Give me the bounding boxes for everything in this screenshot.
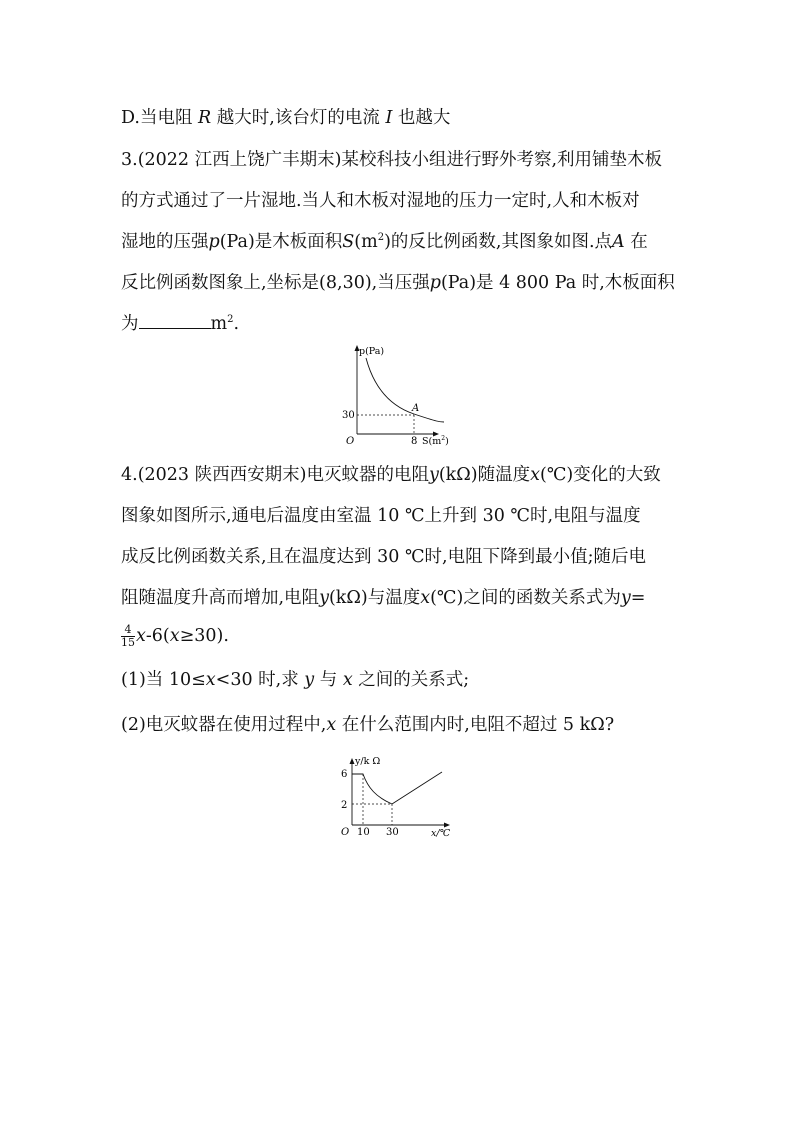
x-tick-30: 30 (386, 827, 399, 838)
x-tick-10: 10 (357, 827, 370, 838)
q4-sub-1: (1)当 10≤x<30 时,求 y 与 x 之间的关系式; (121, 670, 470, 690)
fraction-4-15: $\frac{4}{15}$ (121, 623, 135, 649)
q3-line-2: 的方式通过了一片湿地.当人和木板对湿地的压力一定时,人和木板对 (121, 191, 640, 211)
x-tick-8: 8 (411, 436, 418, 447)
option-d: D.当电阻 R 越大时,该台灯的电流 I 也越大 (121, 108, 451, 128)
y-axis-label: y/k Ω (355, 756, 381, 767)
figure-resistance-temperature (334, 752, 464, 840)
q4-sub-2: (2)电灭蚊器在使用过程中,x 在什么范围内时,电阻不超过 5 kΩ? (121, 715, 615, 735)
q4-line-4: 阻随温度升高而增加,电阻y(kΩ)与温度x(℃)之间的函数关系式为y= (121, 588, 646, 608)
q4-line-2: 图象如图所示,通电后温度由室温 10 ℃上升到 30 ℃时,电阻与温度 (121, 506, 641, 526)
y-tick-30: 30 (342, 410, 355, 421)
q3-line-4: 反比例函数图象上,坐标是(8,30),当压强p(Pa)是 4 800 Pa 时,木板面积 (121, 273, 675, 293)
answer-blank (139, 314, 211, 329)
resistance-curve (352, 772, 442, 804)
q4-line-5: $\frac{4}{15}$ x-6(x≥30). (121, 623, 229, 649)
point-a-label: A (412, 403, 420, 414)
q4-line-1: 4.(2023 陕西西安期末)电灭蚊器的电阻y(kΩ)随温度x(℃)变化的大致 (121, 465, 661, 485)
y-axis-arrow (350, 758, 355, 764)
x-axis-label: $S(m^2)$ (422, 435, 449, 447)
y-tick-2: 2 (341, 800, 348, 811)
figure-pressure-area (336, 340, 456, 452)
origin-label: O (346, 436, 355, 447)
hyperbola-curve (366, 358, 444, 422)
x-axis-label: x/℃ (431, 828, 451, 839)
x-axis-arrow (444, 823, 450, 828)
q3-line-3: 湿地的压强p(Pa)是木板面积$S(m^2)$的反比例函数,其图象如图.点A 在 (121, 232, 648, 252)
y-axis-label: p(Pa) (359, 346, 385, 357)
q3-line-5: 为 $m^2$. (121, 314, 240, 334)
q3-line-1: 3.(2022 江西上饶广丰期末)某校科技小组进行野外考察,利用铺垫木板 (121, 150, 663, 170)
origin-label: O (341, 827, 350, 838)
q4-line-3: 成反比例函数关系,且在温度达到 30 ℃时,电阻下降到最小值;随后电 (121, 547, 646, 567)
y-tick-6: 6 (341, 769, 348, 780)
